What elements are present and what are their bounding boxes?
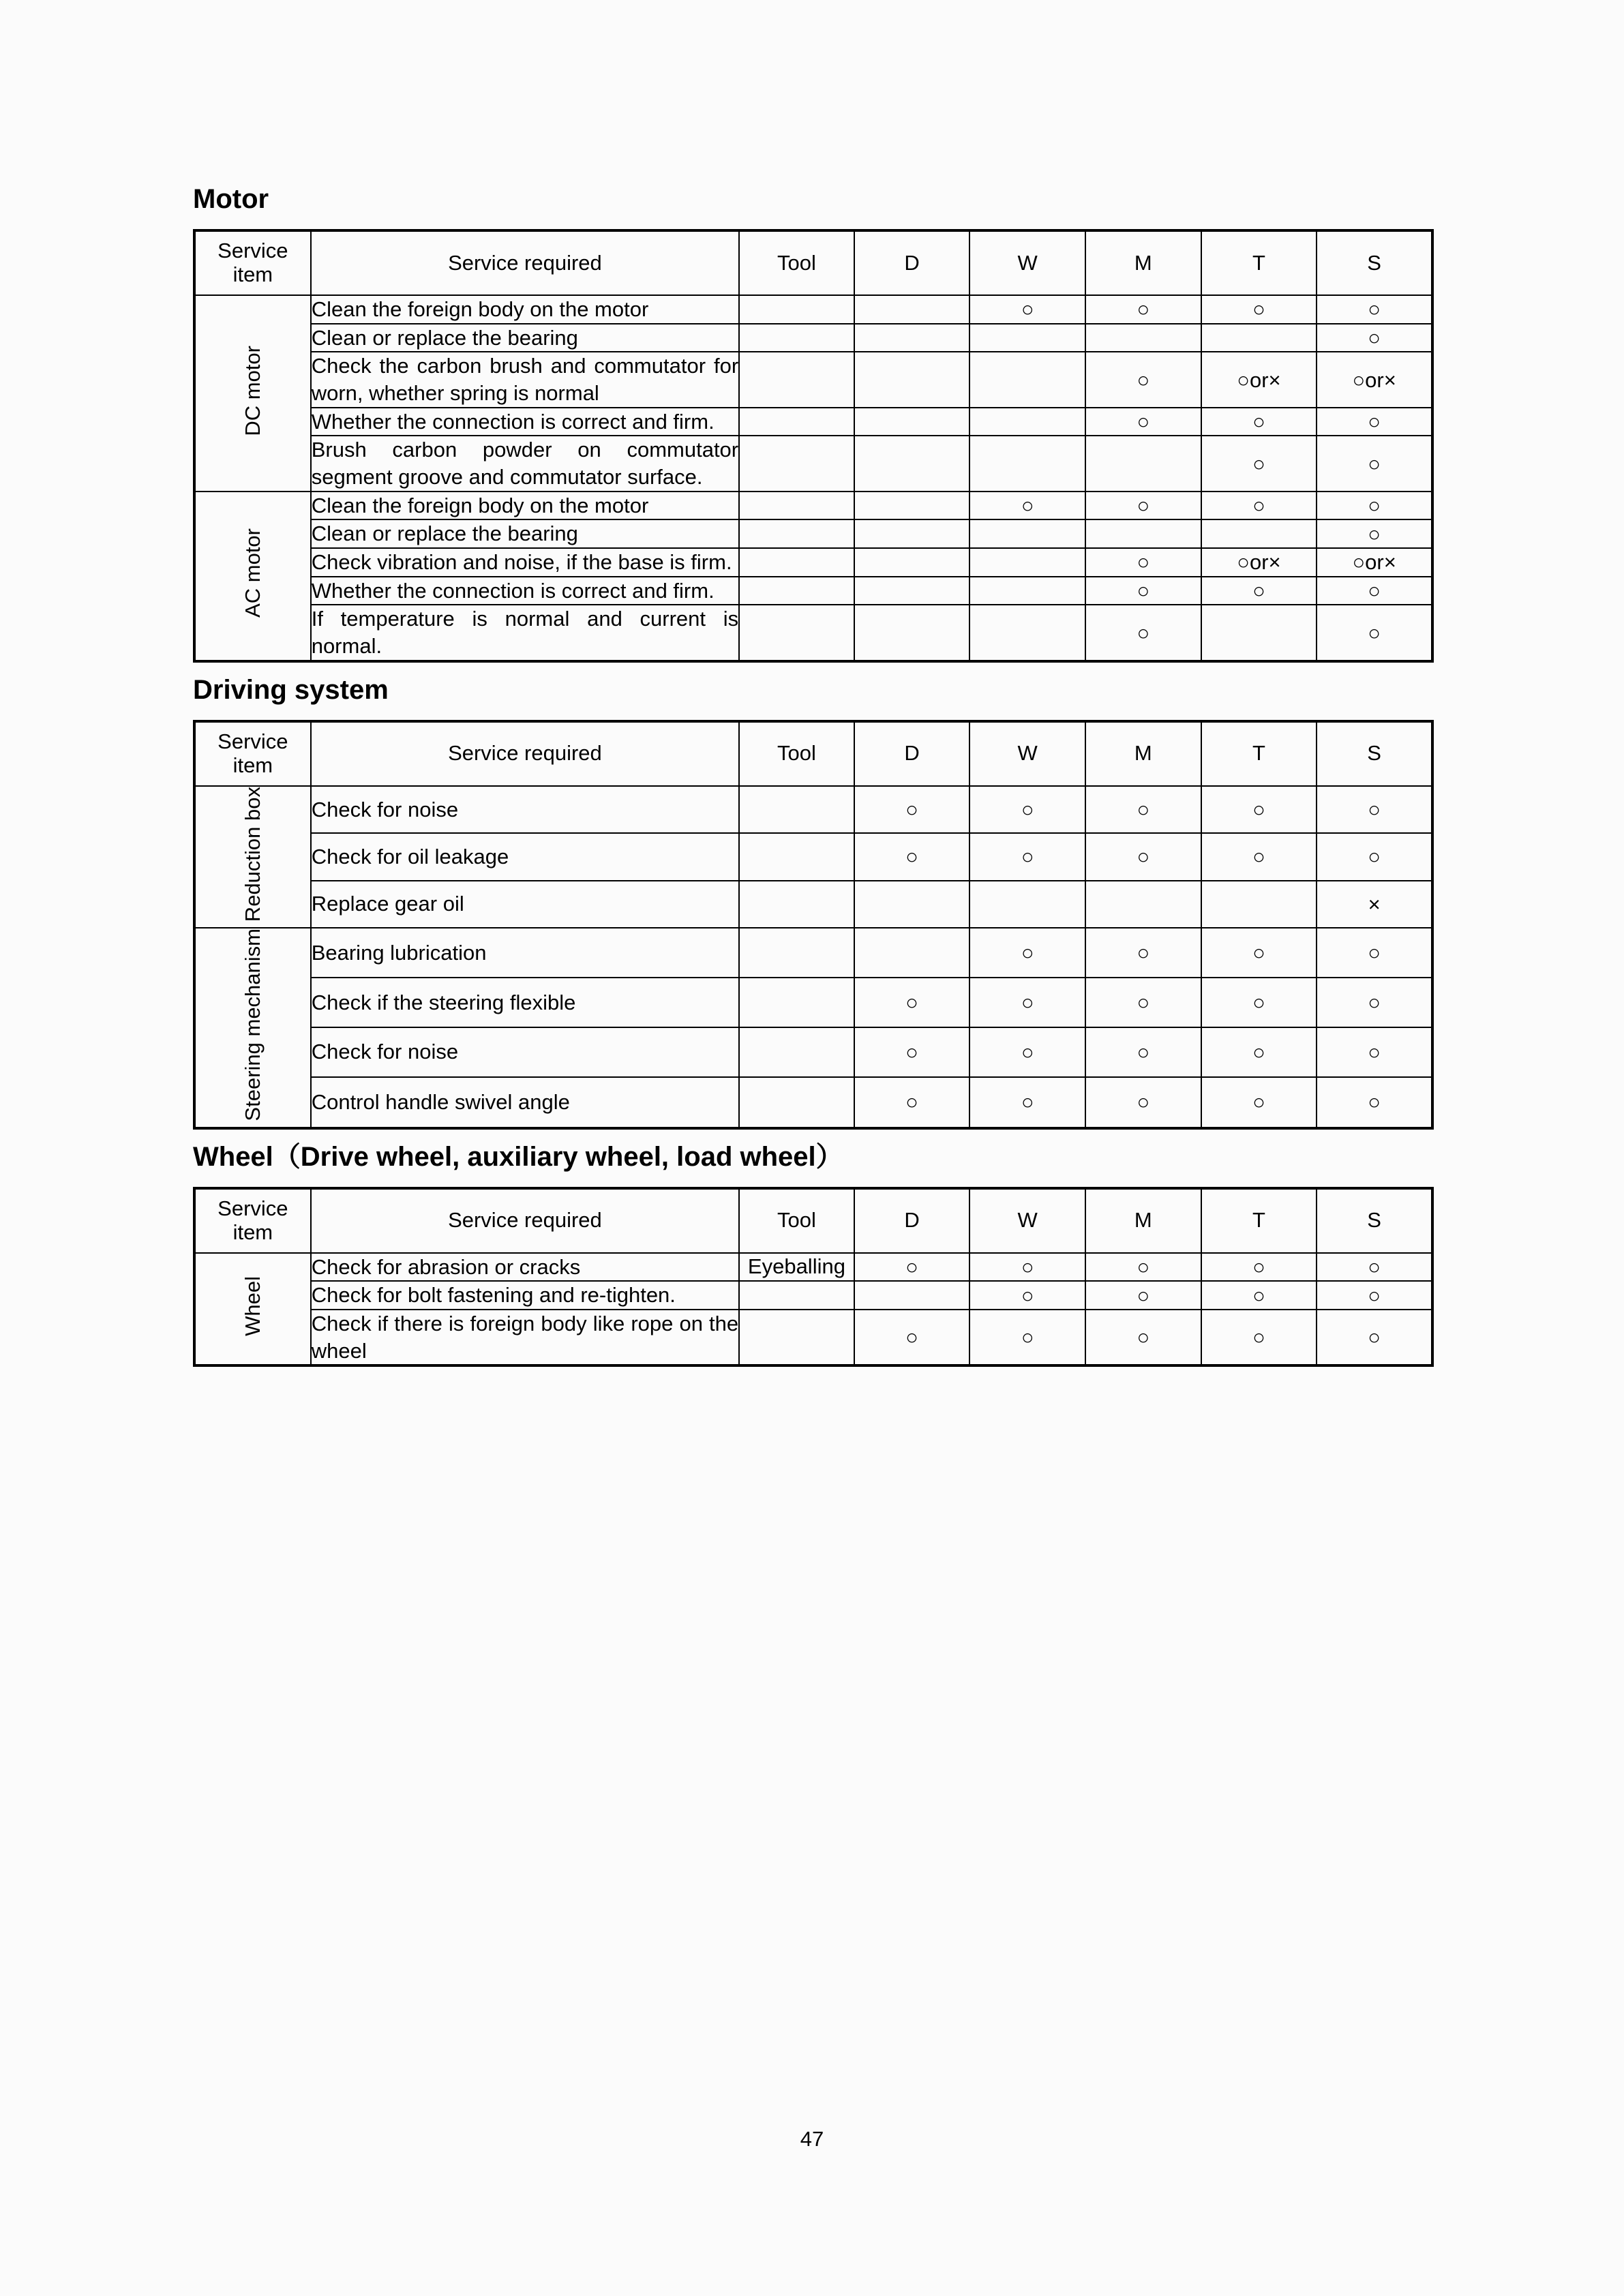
tool-cell <box>739 1310 854 1365</box>
frequency-mark-cell-s: ○ <box>1317 1077 1432 1128</box>
table-row <box>194 1281 1432 1310</box>
service-required-cell: Check for bolt fastening and re-tighten. <box>311 1281 739 1310</box>
column-header-service-item-line2: item <box>232 1220 273 1244</box>
service-section <box>193 675 1434 1130</box>
table-row <box>194 1310 1432 1365</box>
service-section <box>193 1142 1434 1368</box>
service-item-group-label <box>194 492 311 661</box>
frequency-mark-cell-t: ○ <box>1201 408 1317 436</box>
table-row <box>194 492 1432 520</box>
column-header-t: T <box>1201 230 1317 295</box>
frequency-mark-cell-t: ○ <box>1201 1310 1317 1365</box>
tool-cell <box>739 978 854 1027</box>
column-header-service-required: Service required <box>311 1188 739 1253</box>
service-item-group-label <box>194 1253 311 1366</box>
frequency-mark-cell-m: ○ <box>1085 408 1201 436</box>
column-header-service-item-line1: Service <box>217 729 288 754</box>
table-header-row <box>194 230 1432 295</box>
table-row <box>194 519 1432 548</box>
tool-cell <box>739 324 854 352</box>
frequency-mark-cell-s: ○ <box>1317 928 1432 978</box>
service-required-cell: Check for noise <box>311 786 739 833</box>
frequency-mark-cell-t <box>1201 605 1317 661</box>
frequency-mark-cell-d <box>854 881 970 928</box>
frequency-mark-cell-w <box>969 324 1085 352</box>
frequency-mark-cell-t: ○ <box>1201 1253 1317 1282</box>
service-item-group-label <box>194 295 311 492</box>
column-header-service-item-line2: item <box>232 262 273 286</box>
frequency-mark-cell-s: ○ <box>1317 492 1432 520</box>
frequency-mark-cell-w: ○ <box>969 1027 1085 1077</box>
frequency-mark-cell-m: ○ <box>1085 548 1201 577</box>
frequency-mark-cell-m: ○ <box>1085 295 1201 324</box>
tool-cell <box>739 295 854 324</box>
column-header-w: W <box>969 1188 1085 1253</box>
column-header-s: S <box>1317 1188 1432 1253</box>
frequency-mark-cell-m: ○ <box>1085 605 1201 661</box>
table-row <box>194 1027 1432 1077</box>
service-required-cell: Bearing lubrication <box>311 928 739 978</box>
table-row <box>194 605 1432 661</box>
column-header-s: S <box>1317 230 1432 295</box>
table-row <box>194 1253 1432 1282</box>
column-header-t: T <box>1201 721 1317 786</box>
frequency-mark-cell-d: ○ <box>854 1077 970 1128</box>
column-header-service-item-line2: item <box>232 753 273 777</box>
tool-cell <box>739 786 854 833</box>
frequency-mark-cell-d: ○ <box>854 1253 970 1282</box>
column-header-w: W <box>969 721 1085 786</box>
frequency-mark-cell-t: ○ <box>1201 577 1317 605</box>
table-row <box>194 577 1432 605</box>
frequency-mark-cell-t: ○or× <box>1201 548 1317 577</box>
service-required-cell: Check for abrasion or cracks <box>311 1253 739 1282</box>
frequency-mark-cell-m: ○ <box>1085 833 1201 880</box>
service-item-group-label <box>194 928 311 1128</box>
table-header-row <box>194 1188 1432 1253</box>
tool-cell <box>739 436 854 491</box>
service-item-group-label-text: DC motor <box>241 345 265 436</box>
table-row <box>194 978 1432 1027</box>
frequency-mark-cell-d <box>854 492 970 520</box>
frequency-mark-cell-m: ○ <box>1085 1077 1201 1128</box>
frequency-mark-cell-d <box>854 352 970 407</box>
service-required-cell: Control handle swivel angle <box>311 1077 739 1128</box>
column-header-m: M <box>1085 230 1201 295</box>
frequency-mark-cell-w: ○ <box>969 786 1085 833</box>
frequency-mark-cell-t <box>1201 324 1317 352</box>
frequency-mark-cell-w <box>969 548 1085 577</box>
tool-cell <box>739 1077 854 1128</box>
column-header-service-required: Service required <box>311 230 739 295</box>
service-item-group-label <box>194 786 311 928</box>
frequency-mark-cell-m: ○ <box>1085 352 1201 407</box>
frequency-mark-cell-t: ○ <box>1201 786 1317 833</box>
frequency-mark-cell-t: ○ <box>1201 492 1317 520</box>
frequency-mark-cell-d <box>854 1281 970 1310</box>
tool-cell <box>739 577 854 605</box>
frequency-mark-cell-w <box>969 436 1085 491</box>
service-schedule-table <box>193 1187 1434 1368</box>
column-header-service-item <box>194 721 311 786</box>
tool-cell <box>739 548 854 577</box>
frequency-mark-cell-t: ○ <box>1201 1027 1317 1077</box>
tool-cell <box>739 1281 854 1310</box>
frequency-mark-cell-w <box>969 605 1085 661</box>
service-required-cell: Check if the steering flexible <box>311 978 739 1027</box>
frequency-mark-cell-m: ○ <box>1085 1253 1201 1282</box>
tool-cell <box>739 928 854 978</box>
table-row <box>194 881 1432 928</box>
frequency-mark-cell-d: ○ <box>854 1310 970 1365</box>
column-header-tool: Tool <box>739 1188 854 1253</box>
frequency-mark-cell-w <box>969 519 1085 548</box>
service-required-cell: Check if there is foreign body like rope on the wheel <box>311 1310 739 1365</box>
frequency-mark-cell-s: ○ <box>1317 324 1432 352</box>
frequency-mark-cell-w: ○ <box>969 978 1085 1027</box>
section-title: Wheel（Drive wheel, auxiliary wheel, load wheel） <box>193 1141 843 1172</box>
frequency-mark-cell-d: ○ <box>854 786 970 833</box>
frequency-mark-cell-d <box>854 295 970 324</box>
frequency-mark-cell-w: ○ <box>969 492 1085 520</box>
frequency-mark-cell-s: ○ <box>1317 577 1432 605</box>
table-row <box>194 1077 1432 1128</box>
column-header-w: W <box>969 230 1085 295</box>
frequency-mark-cell-s: ○ <box>1317 786 1432 833</box>
service-required-cell: Clean or replace the bearing <box>311 324 739 352</box>
frequency-mark-cell-t: ○ <box>1201 436 1317 491</box>
column-header-service-item-line1: Service <box>217 239 288 263</box>
column-header-service-item <box>194 230 311 295</box>
frequency-mark-cell-d: ○ <box>854 978 970 1027</box>
table-row <box>194 928 1432 978</box>
frequency-mark-cell-w: ○ <box>969 1310 1085 1365</box>
frequency-mark-cell-s: ○ <box>1317 436 1432 491</box>
frequency-mark-cell-d <box>854 519 970 548</box>
frequency-mark-cell-m: ○ <box>1085 492 1201 520</box>
frequency-mark-cell-m: ○ <box>1085 1310 1201 1365</box>
frequency-mark-cell-s: ○or× <box>1317 352 1432 407</box>
column-header-s: S <box>1317 721 1432 786</box>
frequency-mark-cell-w <box>969 408 1085 436</box>
service-required-cell: Whether the connection is correct and firm. <box>311 408 739 436</box>
service-schedule-table <box>193 229 1434 663</box>
frequency-mark-cell-s: ○ <box>1317 605 1432 661</box>
frequency-mark-cell-t: ○ <box>1201 295 1317 324</box>
column-header-t: T <box>1201 1188 1317 1253</box>
frequency-mark-cell-d <box>854 928 970 978</box>
frequency-mark-cell-s: ○or× <box>1317 548 1432 577</box>
section-title: Driving system <box>193 674 389 705</box>
frequency-mark-cell-w <box>969 577 1085 605</box>
table-row <box>194 548 1432 577</box>
frequency-mark-cell-s: ○ <box>1317 1281 1432 1310</box>
frequency-mark-cell-m <box>1085 436 1201 491</box>
tool-cell <box>739 352 854 407</box>
column-header-tool: Tool <box>739 230 854 295</box>
frequency-mark-cell-m <box>1085 519 1201 548</box>
frequency-mark-cell-w <box>969 352 1085 407</box>
service-item-group-label-text: Reduction box <box>241 786 265 922</box>
table-row <box>194 436 1432 491</box>
column-header-service-item <box>194 1188 311 1253</box>
frequency-mark-cell-d: ○ <box>854 1027 970 1077</box>
service-required-cell: Clean the foreign body on the motor <box>311 295 739 324</box>
frequency-mark-cell-w: ○ <box>969 1077 1085 1128</box>
frequency-mark-cell-t: ○ <box>1201 928 1317 978</box>
column-header-tool: Tool <box>739 721 854 786</box>
column-header-service-item-line1: Service <box>217 1196 288 1220</box>
column-header-m: M <box>1085 1188 1201 1253</box>
frequency-mark-cell-t: ○or× <box>1201 352 1317 407</box>
frequency-mark-cell-d <box>854 408 970 436</box>
tool-cell <box>739 492 854 520</box>
table-row <box>194 833 1432 880</box>
frequency-mark-cell-m: ○ <box>1085 978 1201 1027</box>
tool-cell <box>739 833 854 880</box>
column-header-d: D <box>854 1188 970 1253</box>
frequency-mark-cell-t <box>1201 881 1317 928</box>
frequency-mark-cell-w: ○ <box>969 295 1085 324</box>
frequency-mark-cell-d <box>854 324 970 352</box>
tool-cell: Eyeballing <box>739 1253 854 1282</box>
page-number: 47 <box>800 2127 824 2151</box>
table-row <box>194 324 1432 352</box>
service-item-group-label-text: Wheel <box>241 1275 265 1336</box>
column-header-d: D <box>854 721 970 786</box>
page-content <box>193 184 1434 1374</box>
table-row <box>194 295 1432 324</box>
column-header-service-required: Service required <box>311 721 739 786</box>
service-required-cell: Brush carbon powder on commutator segment groove and commutator surface. <box>311 436 739 491</box>
frequency-mark-cell-w: ○ <box>969 833 1085 880</box>
frequency-mark-cell-t: ○ <box>1201 1077 1317 1128</box>
service-required-cell: Clean or replace the bearing <box>311 519 739 548</box>
frequency-mark-cell-s: ○ <box>1317 408 1432 436</box>
service-required-cell: Clean the foreign body on the motor <box>311 492 739 520</box>
tool-cell <box>739 519 854 548</box>
frequency-mark-cell-t: ○ <box>1201 833 1317 880</box>
tool-cell <box>739 1027 854 1077</box>
frequency-mark-cell-s: ○ <box>1317 295 1432 324</box>
service-required-cell: Check for oil leakage <box>311 833 739 880</box>
frequency-mark-cell-m: ○ <box>1085 577 1201 605</box>
frequency-mark-cell-s: ○ <box>1317 1253 1432 1282</box>
service-required-cell: Check for noise <box>311 1027 739 1077</box>
frequency-mark-cell-t: ○ <box>1201 1281 1317 1310</box>
service-item-group-label-text: AC motor <box>241 528 265 618</box>
tool-cell <box>739 881 854 928</box>
frequency-mark-cell-d <box>854 548 970 577</box>
frequency-mark-cell-t: ○ <box>1201 978 1317 1027</box>
frequency-mark-cell-m <box>1085 881 1201 928</box>
service-schedule-table <box>193 720 1434 1130</box>
frequency-mark-cell-s: ○ <box>1317 1310 1432 1365</box>
frequency-mark-cell-m <box>1085 324 1201 352</box>
frequency-mark-cell-t <box>1201 519 1317 548</box>
frequency-mark-cell-d <box>854 605 970 661</box>
section-title: Motor <box>193 184 269 214</box>
frequency-mark-cell-s: ○ <box>1317 1027 1432 1077</box>
frequency-mark-cell-d <box>854 436 970 491</box>
frequency-mark-cell-w: ○ <box>969 928 1085 978</box>
table-header-row <box>194 721 1432 786</box>
frequency-mark-cell-m: ○ <box>1085 1281 1201 1310</box>
frequency-mark-cell-m: ○ <box>1085 928 1201 978</box>
frequency-mark-cell-w: ○ <box>969 1253 1085 1282</box>
frequency-mark-cell-m: ○ <box>1085 1027 1201 1077</box>
column-header-m: M <box>1085 721 1201 786</box>
frequency-mark-cell-d <box>854 577 970 605</box>
frequency-mark-cell-m: ○ <box>1085 786 1201 833</box>
table-row <box>194 786 1432 833</box>
frequency-mark-cell-s: ○ <box>1317 978 1432 1027</box>
column-header-d: D <box>854 230 970 295</box>
service-required-cell: If temperature is normal and current is normal. <box>311 605 739 661</box>
frequency-mark-cell-d: ○ <box>854 833 970 880</box>
service-section <box>193 184 1434 663</box>
table-row <box>194 408 1432 436</box>
tool-cell <box>739 408 854 436</box>
service-required-cell: Check the carbon brush and commutator for worn, whether spring is normal <box>311 352 739 407</box>
service-required-cell: Whether the connection is correct and firm. <box>311 577 739 605</box>
service-required-cell: Replace gear oil <box>311 881 739 928</box>
frequency-mark-cell-s: ○ <box>1317 519 1432 548</box>
tool-cell <box>739 605 854 661</box>
frequency-mark-cell-s: ○ <box>1317 833 1432 880</box>
frequency-mark-cell-w <box>969 881 1085 928</box>
service-required-cell: Check vibration and noise, if the base is firm. <box>311 548 739 577</box>
table-row <box>194 352 1432 407</box>
frequency-mark-cell-w: ○ <box>969 1281 1085 1310</box>
frequency-mark-cell-s: × <box>1317 881 1432 928</box>
service-item-group-label-text: Steering mechanism <box>241 928 265 1121</box>
